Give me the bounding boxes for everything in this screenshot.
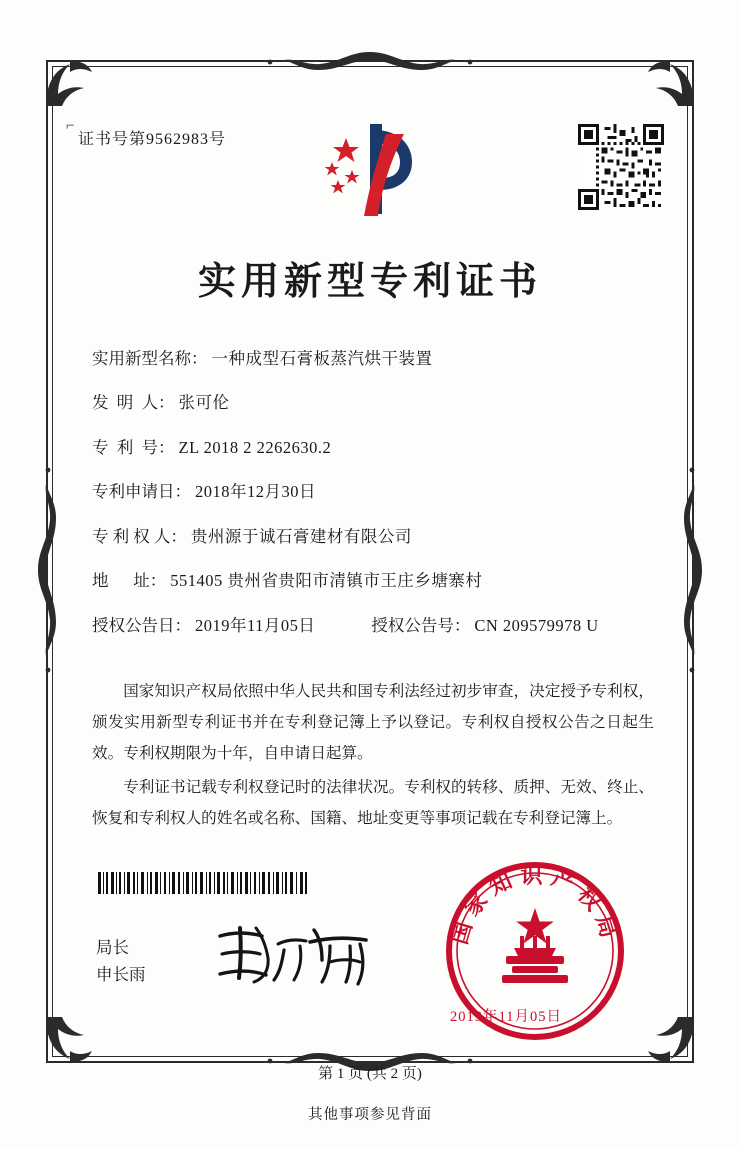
seal-date: 2019年11月05日 [450, 1009, 562, 1025]
edge-ornament-left [34, 400, 62, 740]
field-inventor [92, 392, 660, 413]
print-corner-mark: ⌐ [66, 118, 75, 134]
grant-date-label: 授权公告日： [92, 615, 191, 635]
field-list [92, 348, 660, 659]
field-label: 专 利 权 人： [92, 526, 187, 546]
paragraph-2: 专利证书记载专利权登记时的法律状况。专利权的转移、质押、无效、终止、恢复和专利权人的姓名或名称、国籍、地址变更等事项记载在专利登记簿上。 [92, 778, 654, 827]
edge-ornament-right [678, 400, 706, 740]
field-label: 发 明 人： [92, 393, 175, 413]
signature-block [96, 934, 146, 988]
edge-ornament-top [200, 48, 540, 76]
field-utility-model-name [92, 348, 660, 369]
barcode-icon [98, 872, 308, 894]
page-title: 实用新型专利证书 [197, 261, 542, 303]
director-role-label: 局长 [96, 938, 129, 957]
field-patentee [92, 526, 660, 547]
certificate-number: 证书号第9562983号 [78, 131, 227, 148]
field-label: 专利申请日： [92, 482, 191, 502]
grant-date-value: 2019年11月05日 [195, 615, 316, 635]
field-value: 贵州源于诚石膏建材有限公司 [190, 526, 412, 546]
grant-number-value: CN 209579978 U [474, 615, 599, 635]
patent-office-emblem-icon [312, 118, 428, 224]
legal-text-block [92, 676, 654, 836]
director-name-label: 申长雨 [96, 965, 146, 985]
field-address [92, 570, 660, 591]
field-label: 地 址： [92, 571, 167, 591]
page-indicator: 第 1 页 (共 2 页) [318, 1066, 422, 1082]
field-label: 实用新型名称： [92, 349, 208, 368]
qr-code-icon [578, 124, 664, 210]
field-value: 张可伦 [178, 393, 230, 413]
corner-ornament-bottom-left [40, 1011, 98, 1069]
field-value: 551405 贵州省贵阳市清镇市王庄乡塘寨村 [170, 571, 483, 591]
grant-number-label: 授权公告号： [371, 615, 471, 635]
field-label: 专 利 号： [92, 437, 175, 457]
corner-ornament-bottom-right [642, 1011, 700, 1069]
svg-text:国家知识产权局: 国家知识产权局 [446, 863, 624, 948]
corner-ornament-top-left [40, 54, 98, 112]
paragraph-1: 国家知识产权局依照中华人民共和国专利法经过初步审查，决定授予专利权，颁发实用新型专利证书并在专利登记簿上予以登记。专利权自授权公告之日起生效。专利权期限为十年，自申请日起算。 [92, 683, 654, 763]
field-value: 一种成型石膏板蒸汽烘干装置 [211, 349, 433, 368]
field-value: 2018年12月30日 [195, 482, 316, 502]
field-grant-announcement [92, 615, 660, 636]
field-patent-number [92, 437, 660, 458]
handwritten-signature-icon [210, 920, 385, 990]
field-application-date [92, 481, 660, 502]
corner-ornament-top-right [642, 54, 700, 112]
footer-note: 其他事项参见背面 [308, 1107, 432, 1123]
field-value: ZL 2018 2 2262630.2 [178, 437, 332, 457]
